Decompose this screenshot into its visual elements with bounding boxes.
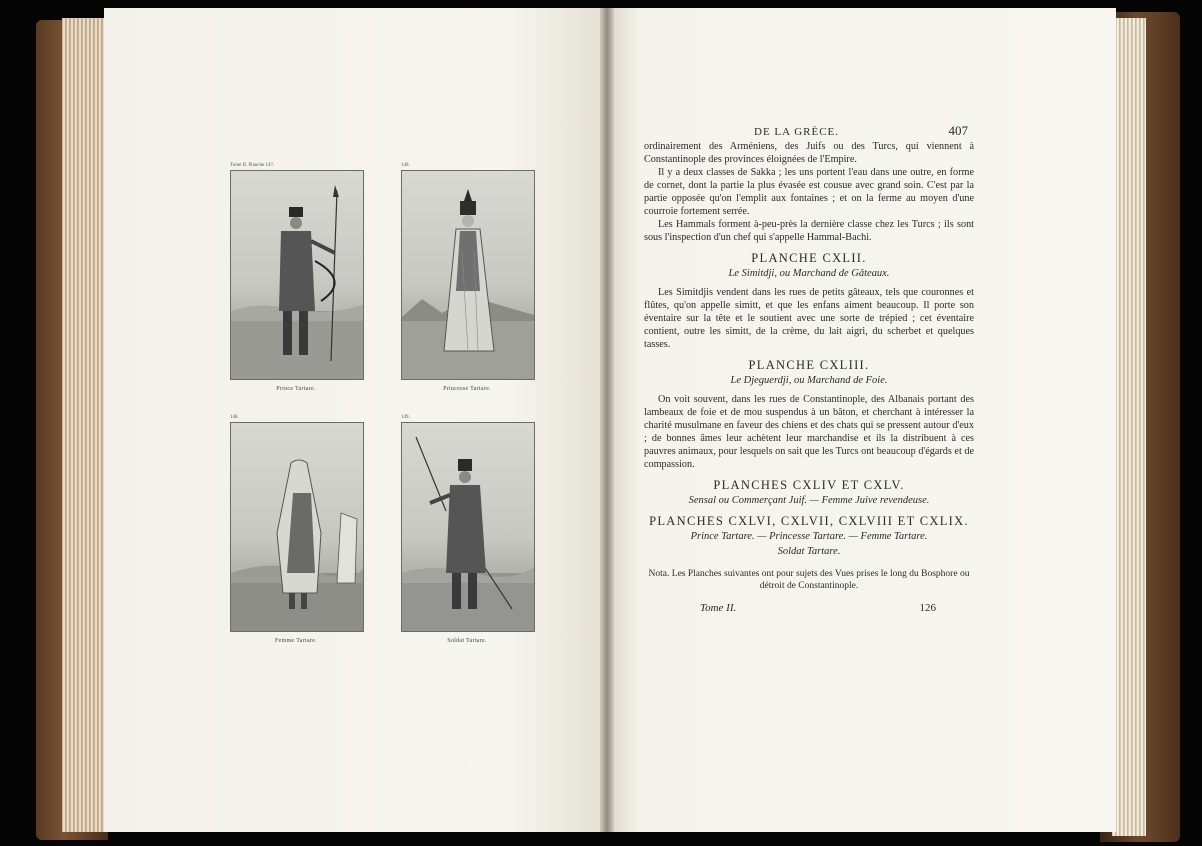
footer-signature: 126: [919, 602, 936, 614]
plate-subtitle: Soldat Tartare.: [777, 546, 841, 557]
paragraph: ordinairement des Arméniens, des Juifs ou des Turcs, qui viennent à Constantinople des provinces éloignées de l'Empire.: [644, 141, 974, 165]
page-edges-right: [1112, 18, 1146, 836]
book-gutter: [600, 8, 614, 832]
engraving-femme: [230, 422, 364, 632]
plate-subtitle: Sensal ou Commerçant Juif. — Femme Juive revendeuse.: [688, 495, 930, 506]
plate-number: 148.: [230, 415, 239, 420]
plate-caption: Soldat Tartare.: [447, 638, 487, 644]
plate-subtitle: Prince Tartare. — Princesse Tartare. — Femme Tartare.: [690, 531, 928, 542]
paragraph: Il y a deux classes de Sakka ; les uns portent l'eau dans une outre, en forme de cornet, dont la partie la plus évasée est cousue avec grand soin. C'est par la partie opposée qu'on l'emplit aux fontaines ; et on la ferme au moyen d'une courroie fortement serrée.: [644, 167, 974, 217]
plate-number: Tome II. Planche 147.: [230, 163, 275, 168]
header-title: DE LA GRÈCE.: [754, 126, 840, 138]
nota: Nota. Les Planches suivantes ont pour sujets des Vues prises le long du Bosphore ou détroit de Constantinople.: [648, 569, 970, 591]
plate-heading: PLANCHES CXLIV ET CXLV.: [713, 478, 905, 492]
right-page-text: [644, 123, 974, 618]
page-edges-left: [62, 18, 108, 832]
engraving-soldat: [401, 422, 535, 632]
footer-volume: Tome II.: [700, 602, 737, 614]
plate-prince: [230, 162, 362, 392]
plate-princesse: [401, 162, 533, 392]
plate-soldat: [401, 414, 533, 644]
engraving-princesse: [401, 170, 535, 380]
paragraph: On voit souvent, dans les rues de Constantinople, des Albanais portant des lambeaux de foie et de mou suspendus à un bâton, et cherchant à intéresser la charité musulmane en faveur des chiens et des chats qui se pressent autour d'eux ; de bonnes âmes leur achètent leur marchandise et ils la distribuent à ces pauvres animaux, pour lesquels on sait que les Turcs ont beaucoup d'égards et de compassion.: [644, 394, 974, 470]
page-footer: [644, 602, 974, 618]
plate-number: 149.: [401, 415, 410, 420]
running-header: [644, 123, 974, 140]
paragraph: Les Simitdjis vendent dans les rues de petits gâteaux, tels que couronnes et flûtes, qu'on appelle simitt, et que les enfans aiment beaucoup. Il porte son éventaire sur la tête et le soutient avec une sorte de trépied ; cet éventaire contient, outre les simitt, de la crème, du lait aigri, du scherbet et quelques tasses.: [644, 287, 974, 350]
plate-subtitle: Le Djeguerdji, ou Marchand de Foie.: [730, 375, 888, 386]
plate-caption: Princesse Tartare.: [443, 386, 491, 392]
plate-caption: Femme Tartare.: [275, 638, 317, 644]
plate-caption: Prince Tartare.: [276, 386, 316, 392]
plate-heading: PLANCHE CXLII.: [751, 251, 867, 265]
paragraph: Les Hammals forment à-peu-près la dernière classe chez les Turcs ; ils sont sous l'inspection d'un chef qui s'appelle Hammal-Bachi.: [644, 219, 974, 243]
page-number: 407: [948, 123, 968, 138]
plate-heading: PLANCHES CXLVI, CXLVII, CXLVIII ET CXLIX.: [649, 514, 969, 528]
plate-number: 148.: [401, 163, 410, 168]
plate-heading: PLANCHE CXLIII.: [748, 358, 870, 372]
engraving-prince: [230, 170, 364, 380]
plate-femme: [230, 414, 362, 644]
plate-subtitle: Le Simitdji, ou Marchand de Gâteaux.: [728, 268, 890, 279]
